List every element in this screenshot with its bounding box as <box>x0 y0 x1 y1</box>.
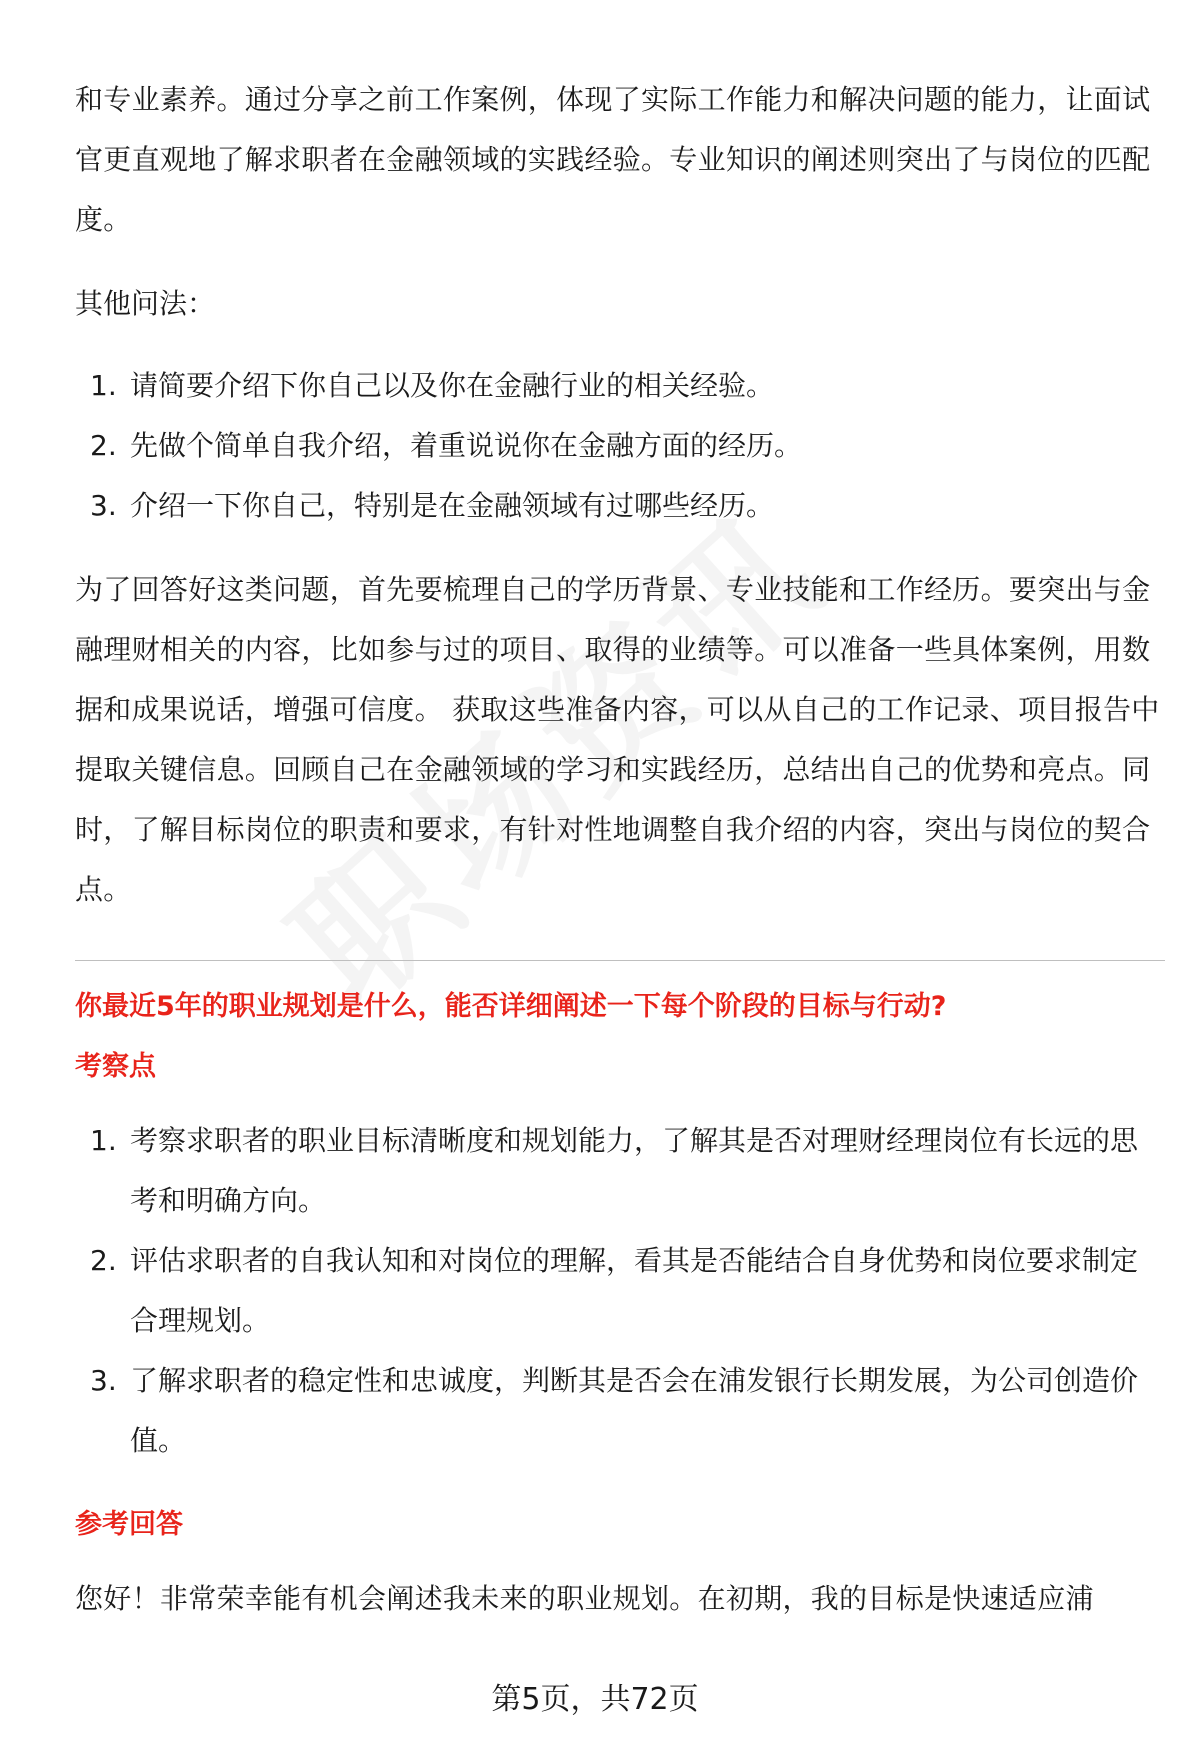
list-number: 1. <box>90 369 117 402</box>
question-heading: 你最近5年的职业规划是什么，能否详细阐述一下每个阶段的目标与行动? <box>75 991 947 1022</box>
list-number: 3. <box>90 1364 117 1397</box>
document-page <box>75 70 1165 1629</box>
list-item <box>75 1231 1165 1351</box>
answer-paragraph: 您好！非常荣幸能有机会阐述我未来的职业规划。在初期，我的目标是快速适应浦 <box>75 1582 1094 1615</box>
list-number: 1. <box>90 1124 117 1157</box>
list-item <box>75 1351 1165 1471</box>
list-item-text: 考察求职者的职业目标清晰度和规划能力，了解其是否对理财经理岗位有长远的思考和明确方向。 <box>130 1124 1139 1217</box>
list-number: 2. <box>90 1244 117 1277</box>
section-divider <box>75 960 1165 961</box>
other-ways-list <box>75 356 1165 536</box>
exam-points-list <box>75 1111 1165 1471</box>
list-item-text: 了解求职者的稳定性和忠诚度，判断其是否会在浦发银行长期发展，为公司创造价值。 <box>130 1364 1139 1457</box>
advice-paragraph: 为了回答好这类问题，首先要梳理自己的学历背景、专业技能和工作经历。要突出与金融理财相关的内容，比如参与过的项目、取得的业绩等。可以准备一些具体案例，用数据和成果说话，增强可信度。 获取这些准备内容，可以从自己的工作记录、项目报告中提取关键信息。回顾自己在金融领域的学习和实践经历，总结出自己的优势和亮点。同时，了解目标岗位的职责和要求，有针对性地调整自我介绍的内容，突出与岗位的契合点。 <box>75 573 1160 906</box>
list-item <box>75 1111 1165 1231</box>
list-item-text: 请简要介绍下你自己以及你在金融行业的相关经验。 <box>130 369 775 402</box>
intro-paragraph: 和专业素养。通过分享之前工作案例，体现了实际工作能力和解决问题的能力，让面试官更直观地了解求职者在金融领域的实践经验。专业知识的阐述则突出了与岗位的匹配度。 <box>75 83 1151 236</box>
list-number: 3. <box>90 489 117 522</box>
list-item <box>75 356 1165 416</box>
reference-answer-label: 参考回答 <box>75 1509 183 1540</box>
exam-points-label: 考察点 <box>75 1051 156 1082</box>
list-number: 2. <box>90 429 117 462</box>
list-item-text: 评估求职者的自我认知和对岗位的理解，看其是否能结合自身优势和岗位要求制定合理规划。 <box>130 1244 1139 1337</box>
list-item <box>75 476 1165 536</box>
list-item-text: 先做个简单自我介绍，着重说说你在金融方面的经历。 <box>130 429 803 462</box>
other-ways-label: 其他问法： <box>75 287 216 320</box>
list-item-text: 介绍一下你自己，特别是在金融领域有过哪些经历。 <box>130 489 775 522</box>
list-item <box>75 416 1165 476</box>
page-footer: 第5页，共72页 <box>491 1682 699 1717</box>
